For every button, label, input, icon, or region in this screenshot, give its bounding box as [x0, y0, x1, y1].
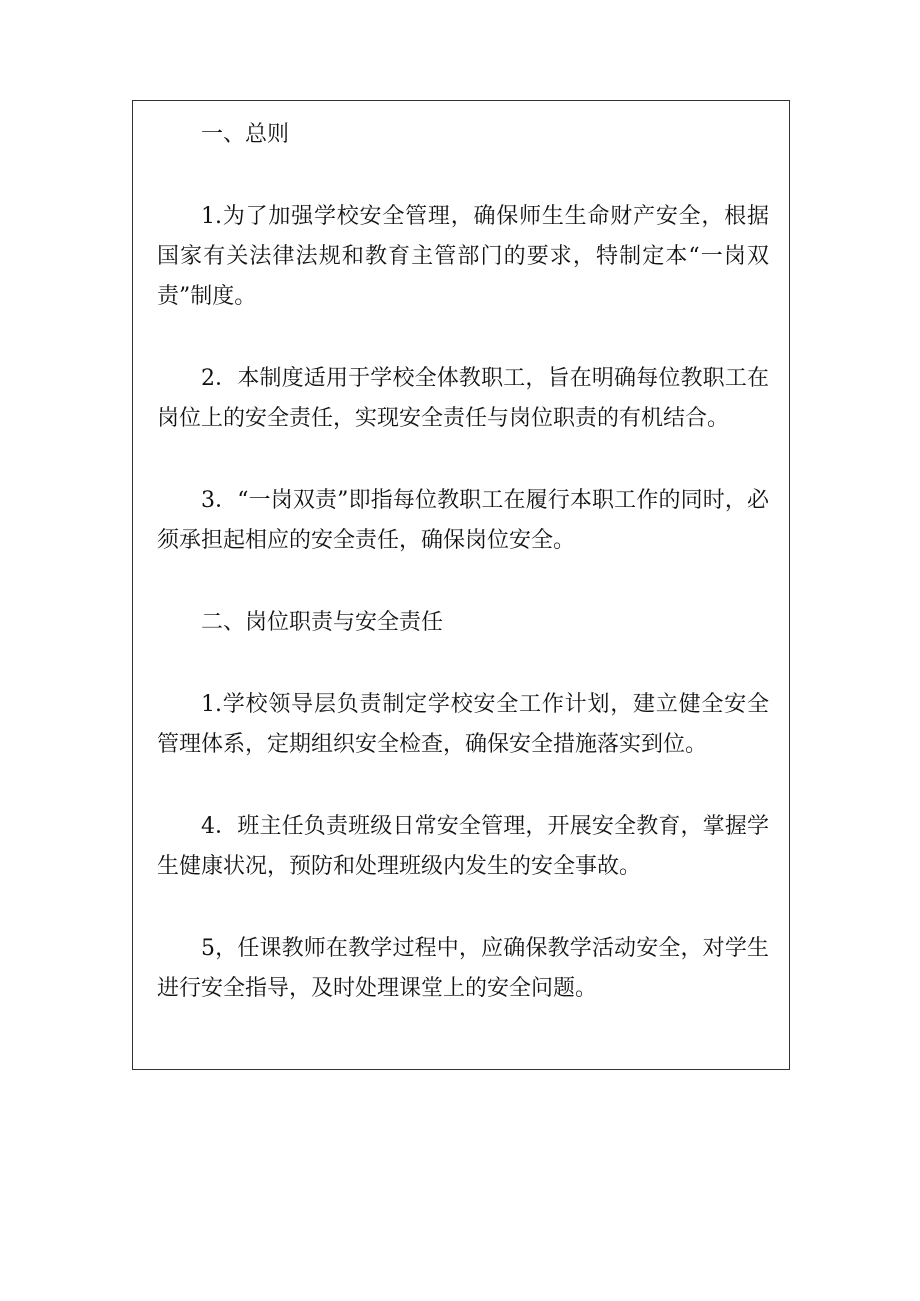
paragraph-definition: 3．“一岗双责”即指每位教职工在履行本职工作的同时，必须承担起相应的安全责任，确保岗位安全。: [157, 488, 769, 553]
paragraph-scope: 2．本制度适用于学校全体教职工，旨在明确每位教职工在岗位上的安全责任，实现安全责任与岗位职责的有机结合。: [157, 366, 769, 431]
paragraph-subject-teacher: 5，任课教师在教学过程中，应确保教学活动安全，对学生进行安全指导，及时处理课堂上的安全问题。: [157, 936, 769, 1001]
document-body: [157, 115, 769, 1051]
document-frame: [132, 100, 790, 1070]
section-heading-general: 一、总则: [201, 122, 290, 147]
paragraph-leadership: 1.学校领导层负责制定学校安全工作计划，建立健全安全管理体系，定期组织安全检查，确保安全措施落实到位。: [157, 692, 769, 757]
paragraph-class-teacher: 4．班主任负责班级日常安全管理，开展安全教育，掌握学生健康状况，预防和处理班级内发生的安全事故。: [157, 814, 769, 879]
section-heading-responsibilities: 二、岗位职责与安全责任: [201, 610, 444, 635]
paragraph-purpose: 1.为了加强学校安全管理，确保师生生命财产安全，根据国家有关法律法规和教育主管部门的要求，特制定本“一岗双责”制度。: [157, 204, 769, 309]
